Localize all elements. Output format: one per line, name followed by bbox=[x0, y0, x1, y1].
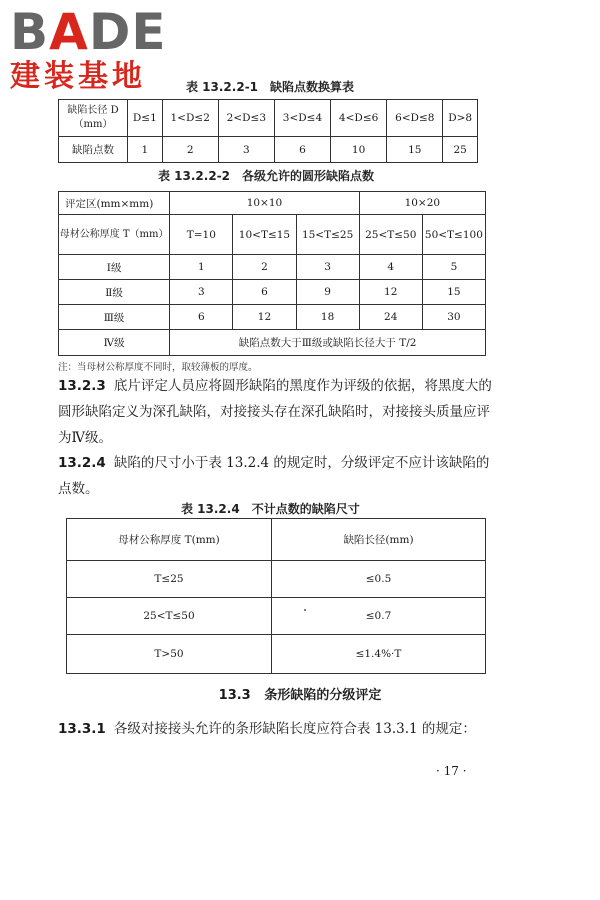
brand-logo bbox=[10, 3, 180, 96]
table-note: 注：当母材公称厚度不同时，取较薄板的厚度。 bbox=[58, 362, 258, 373]
clause-text: 各级对接接头允许的条形缺陷长度应符合表 13.3.1 的规定： bbox=[113, 721, 476, 737]
table-cell: 2<D≤3 bbox=[218, 100, 274, 137]
logo-wordmark bbox=[10, 3, 180, 61]
row-header-diameter: 缺陷长径 D（mm） bbox=[59, 100, 128, 137]
logo-tagline: 建装基地 bbox=[10, 59, 146, 94]
table-cell: 2 bbox=[162, 137, 218, 163]
table-cell: 4<D≤6 bbox=[331, 100, 387, 137]
table-row bbox=[67, 519, 486, 561]
clause-number: 13.2.3 bbox=[58, 378, 106, 394]
table-cell: 6 bbox=[233, 280, 296, 305]
clause-13-2-3 bbox=[58, 373, 498, 451]
table-cell: 1 bbox=[128, 137, 163, 163]
table-cell: 6<D≤8 bbox=[387, 100, 443, 137]
grade-cell: Ⅲ级 bbox=[59, 305, 170, 330]
logo-letter-b: B bbox=[10, 3, 50, 61]
table-cell: 18 bbox=[296, 305, 359, 330]
table-cell: 50<T≤100 bbox=[422, 215, 485, 255]
table-row bbox=[59, 305, 486, 330]
table-cell: T≤25 bbox=[67, 561, 272, 598]
section-heading bbox=[0, 684, 600, 703]
grade4-description: 缺陷点数大于Ⅲ级或缺陷长径大于 T/2 bbox=[170, 330, 486, 356]
clause-number: 13.3.1 bbox=[58, 721, 106, 737]
table-cell: 1<D≤2 bbox=[162, 100, 218, 137]
thickness-label: 母材公称厚度 T（mm） bbox=[59, 215, 170, 255]
zone-10x20: 10×20 bbox=[359, 192, 485, 215]
table-cell: 24 bbox=[359, 305, 422, 330]
table-cell: D≤1 bbox=[128, 100, 163, 137]
table-row bbox=[59, 192, 486, 215]
grade-cell: Ⅳ级 bbox=[59, 330, 170, 356]
table-cell: 9 bbox=[296, 280, 359, 305]
clause-text: 缺陷的尺寸小于表 13.2.4 的规定时，分级评定不应计该缺陷的点数。 bbox=[58, 455, 490, 497]
zone-label: 评定区(mm×mm) bbox=[59, 192, 170, 215]
table-row bbox=[67, 598, 486, 635]
table-cell: D>8 bbox=[443, 100, 478, 137]
page-number: · 17 · bbox=[436, 764, 467, 778]
defect-points-conversion-table bbox=[58, 99, 478, 163]
table-row bbox=[59, 330, 486, 356]
table-row bbox=[59, 100, 478, 137]
table-cell: 2 bbox=[233, 255, 296, 280]
table-row bbox=[67, 561, 486, 598]
row-header-points: 缺陷点数 bbox=[59, 137, 128, 163]
table-cell: 4 bbox=[359, 255, 422, 280]
section-title-text: 条形缺陷的分级评定 bbox=[264, 688, 382, 703]
table-cell: T>50 bbox=[67, 635, 272, 674]
table-cell: 5 bbox=[422, 255, 485, 280]
table-row bbox=[59, 137, 478, 163]
table-cell: 15 bbox=[387, 137, 443, 163]
table-cell: 12 bbox=[233, 305, 296, 330]
table-cell: ≤0.5 bbox=[272, 561, 486, 598]
table-cell: 30 bbox=[422, 305, 485, 330]
table-cell: ≤1.4%·T bbox=[272, 635, 486, 674]
table2-caption: 表 13.2.2-2 各级允许的圆形缺陷点数 bbox=[158, 169, 375, 183]
table-cell: 10 bbox=[331, 137, 387, 163]
table-row bbox=[59, 255, 486, 280]
table-cell: 25<T≤50 bbox=[67, 598, 272, 635]
table-cell: 3 bbox=[170, 280, 233, 305]
clause-13-3-1 bbox=[58, 716, 498, 742]
table-cell: 6 bbox=[274, 137, 330, 163]
table-row bbox=[59, 215, 486, 255]
table-row bbox=[67, 635, 486, 674]
table-row bbox=[59, 280, 486, 305]
table3-caption: 表 13.2.4 不计点数的缺陷尺寸 bbox=[181, 502, 360, 516]
table-cell: 3<D≤4 bbox=[274, 100, 330, 137]
logo-letters-de: DE bbox=[88, 3, 167, 61]
section-number: 13.3 bbox=[218, 688, 251, 703]
clause-text: 底片评定人员应将圆形缺陷的黑度作为评级的依据，将黑度大的圆形缺陷定义为深孔缺陷，对接接头存在深孔缺陷时，对接接头质量应评为Ⅳ级。 bbox=[58, 378, 492, 446]
grade-cell: Ⅰ级 bbox=[59, 255, 170, 280]
table-cell: 15 bbox=[422, 280, 485, 305]
table-cell: 12 bbox=[359, 280, 422, 305]
header-thickness: 母材公称厚度 T(mm) bbox=[67, 519, 272, 561]
allowed-round-defects-table bbox=[58, 191, 486, 356]
non-counted-defect-size-table bbox=[66, 518, 486, 674]
grade-cell: Ⅱ级 bbox=[59, 280, 170, 305]
scan-speck bbox=[304, 609, 306, 611]
zone-10x10: 10×10 bbox=[170, 192, 359, 215]
table-cell: 3 bbox=[218, 137, 274, 163]
clause-number: 13.2.4 bbox=[58, 455, 106, 471]
header-defect-length: 缺陷长径(mm) bbox=[272, 519, 486, 561]
logo-letter-a: A bbox=[49, 3, 89, 61]
table-cell: 25 bbox=[443, 137, 478, 163]
table-cell: 10<T≤15 bbox=[233, 215, 296, 255]
table-cell: 15<T≤25 bbox=[296, 215, 359, 255]
clause-13-2-4 bbox=[58, 450, 498, 502]
table-cell: ≤0.7 bbox=[272, 598, 486, 635]
table-cell: 6 bbox=[170, 305, 233, 330]
table1-caption: 表 13.2.2-1 缺陷点数换算表 bbox=[186, 80, 355, 94]
table-cell: T=10 bbox=[170, 215, 233, 255]
table-cell: 25<T≤50 bbox=[359, 215, 422, 255]
table-cell: 1 bbox=[170, 255, 233, 280]
table-cell: 3 bbox=[296, 255, 359, 280]
